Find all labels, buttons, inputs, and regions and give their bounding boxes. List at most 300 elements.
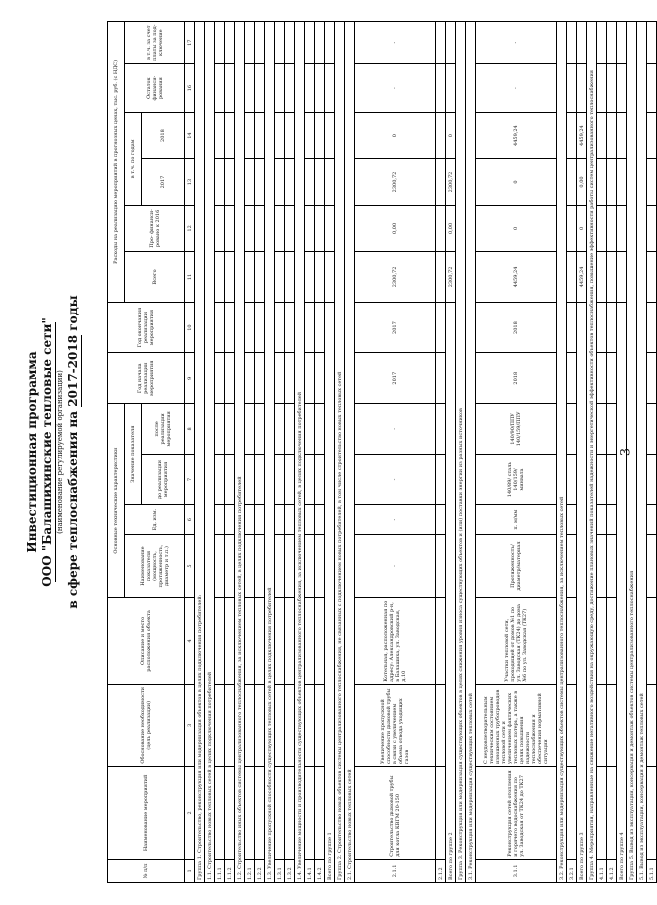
empty-cell — [255, 684, 265, 766]
empty-cell — [647, 22, 657, 64]
empty-cell — [597, 454, 607, 505]
item-number: 3.1.1 — [476, 859, 557, 882]
subitem-row — [315, 22, 325, 883]
empty-cell — [597, 159, 607, 205]
empty-cell — [305, 252, 315, 303]
header-before: до реализации мероприятия — [142, 454, 185, 505]
subitem-row — [647, 22, 657, 883]
empty-cell — [225, 534, 235, 597]
empty-cell — [275, 684, 285, 766]
section-row — [557, 22, 567, 883]
section-row — [345, 22, 355, 883]
empty-cell — [275, 205, 285, 251]
empty-cell — [305, 302, 315, 353]
column-numbers-row — [185, 22, 195, 883]
empty-cell — [617, 22, 627, 64]
empty-cell — [315, 505, 325, 535]
empty-cell — [245, 404, 255, 455]
empty-cell — [597, 598, 607, 685]
empty-cell — [325, 252, 335, 303]
empty-cell — [315, 252, 325, 303]
column-number: 3 — [185, 684, 195, 766]
empty-cell — [325, 22, 335, 64]
empty-cell — [255, 766, 265, 859]
empty-cell — [255, 205, 265, 251]
empty-cell — [245, 684, 255, 766]
empty-cell — [305, 205, 315, 251]
empty-cell — [607, 353, 617, 404]
parameter: - — [355, 534, 436, 597]
section-row — [466, 22, 476, 883]
section-row — [456, 22, 466, 883]
empty-cell — [305, 598, 315, 685]
subitem-row — [285, 22, 295, 883]
empty-cell — [597, 302, 607, 353]
empty-cell — [245, 64, 255, 113]
subitem-row — [597, 22, 607, 883]
cost-2018: 0 — [355, 112, 436, 158]
header-name: Наименование мероприятий — [108, 766, 185, 859]
section-row — [195, 22, 205, 883]
item-number: 1.4.1 — [305, 859, 315, 882]
empty-cell — [215, 684, 225, 766]
empty-cell — [275, 598, 285, 685]
column-number: 7 — [185, 454, 195, 505]
empty-cell — [647, 534, 657, 597]
empty-cell — [607, 252, 617, 303]
empty-cell — [285, 159, 295, 205]
end-year: 2018 — [476, 302, 557, 353]
empty-cell — [275, 252, 285, 303]
empty-cell — [315, 598, 325, 685]
item-number: 3.2.1 — [567, 859, 577, 882]
empty-cell — [225, 302, 235, 353]
section-title: 1.1. Строительство новых тепловых сетей в целях подключения потребителей — [205, 22, 215, 883]
total-cost: 2300,72 — [446, 252, 456, 303]
empty-cell — [225, 598, 235, 685]
subitem-row — [436, 22, 446, 883]
item-number: 5.1.1 — [647, 859, 657, 882]
empty-cell — [607, 766, 617, 859]
empty-cell — [607, 302, 617, 353]
empty-cell — [647, 684, 657, 766]
empty-cell — [285, 505, 295, 535]
empty-cell — [255, 159, 265, 205]
empty-cell — [275, 353, 285, 404]
empty-cell — [245, 22, 255, 64]
table-body — [195, 22, 657, 883]
empty-cell — [275, 22, 285, 64]
column-number: 10 — [185, 302, 195, 353]
section-title: 3.1. Реконструкция или модернизация существующих тепловых сетей — [466, 22, 476, 883]
empty-cell — [647, 766, 657, 859]
subitem-row — [567, 22, 577, 883]
section-title: 1.4. Увеличение мощности и производительности существующих объектов централизованного теплоснабжения, за исключением тепловых сетей, в целях подключения потребителей — [295, 22, 305, 883]
empty-cell — [285, 353, 295, 404]
cost-2018: 4459,24 — [476, 112, 557, 158]
column-number: 1 — [185, 859, 195, 882]
empty-cell — [647, 598, 657, 685]
empty-cell — [436, 252, 446, 303]
empty-cell — [647, 302, 657, 353]
header-2018: 2018 — [142, 112, 185, 158]
rotated-document — [23, 21, 655, 883]
empty-cell — [215, 598, 225, 685]
section-title: 5.1. Вывод из эксплуатации, консервация и демонтаж тепловых сетей — [637, 22, 647, 883]
empty-cell — [275, 454, 285, 505]
group-total-label: Всего по группе 1 — [325, 302, 335, 882]
measure-name: Строительство дымовой трубы для котла КВГМ 20-150 — [355, 766, 436, 859]
cost-2017: 0 — [476, 159, 557, 205]
group-total-row — [577, 22, 587, 883]
pre-financed: 0 — [577, 205, 587, 251]
empty-cell — [225, 112, 235, 158]
empty-cell — [567, 159, 577, 205]
empty-cell — [245, 112, 255, 158]
empty-cell — [245, 505, 255, 535]
header-unit: Ед. изм. — [125, 505, 185, 535]
empty-cell — [275, 534, 285, 597]
connection-fee: - — [355, 22, 436, 64]
empty-cell — [255, 252, 265, 303]
section-row — [205, 22, 215, 883]
empty-cell — [245, 598, 255, 685]
empty-cell — [305, 766, 315, 859]
empty-cell — [446, 22, 456, 64]
document-header — [23, 21, 105, 883]
item-number: 1.1.1 — [215, 859, 225, 882]
period-prefix: в сфере теплоснабжения на — [66, 410, 80, 609]
header-end-year: Год окончания реализации мероприятия — [108, 302, 185, 353]
column-number: 5 — [185, 534, 195, 597]
empty-cell — [245, 159, 255, 205]
item-number: 1.1.2 — [225, 859, 235, 882]
empty-cell — [305, 64, 315, 113]
item-number: 1.4.2 — [315, 859, 325, 882]
empty-cell — [567, 353, 577, 404]
header-location: Описание и место расположения объекта — [108, 598, 185, 685]
program-title: Инвестиционная программа — [25, 351, 39, 553]
empty-cell — [285, 112, 295, 158]
empty-cell — [315, 159, 325, 205]
empty-cell — [617, 159, 627, 205]
empty-cell — [436, 112, 446, 158]
column-number: 14 — [185, 112, 195, 158]
column-number: 17 — [185, 22, 195, 64]
start-year: 2018 — [476, 353, 557, 404]
column-number: 11 — [185, 252, 195, 303]
empty-cell — [225, 22, 235, 64]
empty-cell — [436, 22, 446, 64]
organization-name: ООО "Балашихинские тепловые сети" — [40, 317, 54, 587]
empty-cell — [315, 766, 325, 859]
pre-financed: 0,00 — [355, 205, 436, 251]
header-tech-group: Основные технические характеристики — [108, 404, 125, 598]
total-cost: 2300,72 — [355, 252, 436, 303]
empty-cell — [225, 252, 235, 303]
section-row — [235, 22, 245, 883]
group-total-label: Всего по группе 3 — [577, 302, 587, 882]
subitem-row — [225, 22, 235, 883]
section-row — [627, 22, 637, 883]
empty-cell — [325, 159, 335, 205]
empty-cell — [607, 534, 617, 597]
empty-cell — [215, 404, 225, 455]
item-number: 1.3.2 — [285, 859, 295, 882]
cost-2017: 2300,72 — [446, 159, 456, 205]
empty-cell — [617, 252, 627, 303]
pre-financed: 0 — [476, 205, 557, 251]
period-years: 2017-2018 — [66, 334, 80, 407]
empty-cell — [255, 112, 265, 158]
subitem-row — [607, 22, 617, 883]
header-parameter: Наименование показателя (мощность, протяженность, диаметр и т.п.) — [125, 534, 185, 597]
empty-cell — [436, 404, 446, 455]
column-number: 12 — [185, 205, 195, 251]
program-period — [65, 21, 82, 883]
organization-caption: (наименование регулируемой организации) — [55, 322, 65, 582]
empty-cell — [436, 534, 446, 597]
empty-cell — [597, 353, 607, 404]
measure-row — [476, 22, 557, 883]
empty-cell — [567, 252, 577, 303]
empty-cell — [436, 302, 446, 353]
empty-cell — [597, 22, 607, 64]
period-suffix: годы — [66, 295, 80, 331]
empty-cell — [597, 205, 607, 251]
column-number: 13 — [185, 159, 195, 205]
start-year: 2017 — [355, 353, 436, 404]
empty-cell — [305, 454, 315, 505]
empty-cell — [567, 205, 577, 251]
item-number: 2.1.2 — [436, 859, 446, 882]
empty-cell — [285, 766, 295, 859]
cost-2018: 4459,24 — [577, 112, 587, 158]
empty-cell — [225, 454, 235, 505]
empty-cell — [315, 353, 325, 404]
item-number: 4.1.2 — [607, 859, 617, 882]
section-row — [335, 22, 345, 883]
empty-cell — [215, 159, 225, 205]
empty-cell — [607, 505, 617, 535]
empty-cell — [567, 64, 577, 113]
subitem-row — [255, 22, 265, 883]
unit: п. м/мм — [476, 505, 557, 535]
empty-cell — [285, 598, 295, 685]
empty-cell — [285, 22, 295, 64]
empty-cell — [275, 505, 285, 535]
empty-cell — [315, 404, 325, 455]
header-values-group: Значение показателя — [125, 404, 142, 505]
empty-cell — [315, 112, 325, 158]
empty-cell — [436, 64, 446, 113]
item-number: 1.2.1 — [245, 859, 255, 882]
header-remaining: Остаток финанси- рования — [125, 64, 185, 113]
empty-cell — [255, 22, 265, 64]
empty-cell — [325, 112, 335, 158]
empty-cell — [315, 302, 325, 353]
measure-name: Реконструкция сетей отопления и горячего водоснабжения по ул. Заводская от ТК24 до ТК27 — [476, 766, 557, 859]
section-title: Группа 3. Реконструкция или модернизация существующих объектов в целях снижения уровня износа существующих объектов и (или) поставки энергии из разных источников — [456, 22, 466, 883]
empty-cell — [225, 404, 235, 455]
empty-cell — [436, 454, 446, 505]
column-number: 2 — [185, 766, 195, 859]
subitem-row — [305, 22, 315, 883]
column-number: 6 — [185, 505, 195, 535]
empty-cell — [245, 534, 255, 597]
empty-cell — [597, 64, 607, 113]
cost-2017: 0,00 — [577, 159, 587, 205]
empty-cell — [597, 404, 607, 455]
empty-cell — [255, 534, 265, 597]
header-by-years: в т.ч. по годам — [125, 112, 142, 205]
group-total-row — [446, 22, 456, 883]
group-total-label: Всего по группе 4 — [617, 302, 627, 882]
empty-cell — [255, 505, 265, 535]
section-row — [295, 22, 305, 883]
empty-cell — [617, 205, 627, 251]
remaining-financing: - — [476, 64, 557, 113]
header-start-year: Год начала реализации мероприятия — [108, 353, 185, 404]
header-connection-fee: в т.ч. за счет платы за под- ключение — [125, 22, 185, 64]
empty-cell — [255, 353, 265, 404]
value-before: - — [355, 454, 436, 505]
empty-cell — [255, 404, 265, 455]
empty-cell — [305, 404, 315, 455]
value-before: 140/89/ сталь 140/159/ минвата — [476, 454, 557, 505]
empty-cell — [647, 505, 657, 535]
investment-table — [107, 21, 657, 883]
empty-cell — [607, 598, 617, 685]
value-after: - — [355, 404, 436, 455]
empty-cell — [215, 454, 225, 505]
empty-cell — [245, 353, 255, 404]
empty-cell — [567, 766, 577, 859]
empty-cell — [315, 454, 325, 505]
empty-cell — [285, 454, 295, 505]
empty-cell — [245, 766, 255, 859]
empty-cell — [315, 684, 325, 766]
empty-cell — [647, 353, 657, 404]
value-after: 140/90/ППУ 140/159/ППУ — [476, 404, 557, 455]
empty-cell — [215, 353, 225, 404]
empty-cell — [647, 112, 657, 158]
header-costs-group: Расходы на реализацию мероприятий в прогнозных ценах, тыс. руб. (с НДС) — [108, 22, 125, 303]
header-pre-financed: Про- финанси- ровано к 2016 — [125, 205, 185, 251]
empty-cell — [215, 112, 225, 158]
subitem-row — [215, 22, 225, 883]
empty-cell — [607, 684, 617, 766]
empty-cell — [275, 64, 285, 113]
empty-cell — [436, 598, 446, 685]
empty-cell — [285, 404, 295, 455]
empty-cell — [567, 404, 577, 455]
empty-cell — [225, 205, 235, 251]
connection-fee: - — [476, 22, 557, 64]
empty-cell — [647, 64, 657, 113]
empty-cell — [436, 353, 446, 404]
empty-cell — [285, 64, 295, 113]
empty-cell — [315, 205, 325, 251]
item-number: 1.2.2 — [255, 859, 265, 882]
empty-cell — [607, 64, 617, 113]
header-total: Всего — [125, 252, 185, 303]
empty-cell — [567, 22, 577, 64]
empty-cell — [245, 302, 255, 353]
empty-cell — [225, 684, 235, 766]
section-title: Группа 2. Строительство новых объектов системы централизованного теплоснабжения, не связанных с подключением новых потребителей, в том числе строительство новых тепловых сетей — [335, 22, 345, 883]
empty-cell — [225, 505, 235, 535]
empty-cell — [325, 205, 335, 251]
measure-row — [355, 22, 436, 883]
empty-cell — [245, 252, 255, 303]
empty-cell — [285, 534, 295, 597]
subitem-row — [245, 22, 255, 883]
empty-cell — [647, 454, 657, 505]
remaining-financing: - — [355, 64, 436, 113]
empty-cell — [567, 684, 577, 766]
empty-cell — [215, 505, 225, 535]
empty-cell — [577, 22, 587, 64]
item-number: 2.1.1 — [355, 859, 436, 882]
empty-cell — [305, 22, 315, 64]
section-title: 1.2. Строительство иных объектов системы централизованного теплоснабжения, за исключением тепловых сетей, в целях подключения потребителей — [235, 22, 245, 883]
empty-cell — [285, 302, 295, 353]
empty-cell — [607, 404, 617, 455]
empty-cell — [285, 684, 295, 766]
empty-cell — [245, 205, 255, 251]
empty-cell — [436, 766, 446, 859]
empty-cell — [567, 505, 577, 535]
column-number: 4 — [185, 598, 195, 685]
column-number: 8 — [185, 404, 195, 455]
cost-2017: 2300,72 — [355, 159, 436, 205]
empty-cell — [255, 454, 265, 505]
empty-cell — [647, 252, 657, 303]
empty-cell — [446, 64, 456, 113]
total-cost: 4459,24 — [476, 252, 557, 303]
empty-cell — [436, 159, 446, 205]
justification: С неудовлетворительным техническим состоянием изношенных трубопроводов тепловой сети и увеличением фактических тепловых потерь, а также в целях повышения надежности теплоснабжения и обеспечения нормативной ситуации — [476, 684, 557, 766]
header-justification: Обоснование необходимости (цель реализации) — [108, 684, 185, 766]
empty-cell — [607, 205, 617, 251]
empty-cell — [325, 64, 335, 113]
empty-cell — [647, 404, 657, 455]
empty-cell — [436, 684, 446, 766]
empty-cell — [305, 159, 315, 205]
group-total-row — [617, 22, 627, 883]
empty-cell — [617, 64, 627, 113]
empty-cell — [607, 454, 617, 505]
total-cost: 4459,24 — [577, 252, 587, 303]
parameter: Протяженность/ диаметр/материал — [476, 534, 557, 597]
empty-cell — [285, 205, 295, 251]
header-num: № п/п — [108, 859, 185, 882]
section-title: 3.2. Реконструкция или модернизация существующих объектов системы централизованного теплоснабжения, за исключением тепловых сетей — [557, 22, 567, 883]
empty-cell — [567, 598, 577, 685]
header-after: после реализации мероприятия — [142, 404, 185, 455]
empty-cell — [225, 159, 235, 205]
empty-cell — [215, 534, 225, 597]
empty-cell — [577, 64, 587, 113]
pre-financed: 0,00 — [446, 205, 456, 251]
empty-cell — [597, 505, 607, 535]
group-total-label: Всего по группе 2 — [446, 302, 456, 882]
empty-cell — [255, 64, 265, 113]
item-number: 1.3.1 — [275, 859, 285, 882]
empty-cell — [225, 353, 235, 404]
empty-cell — [305, 684, 315, 766]
